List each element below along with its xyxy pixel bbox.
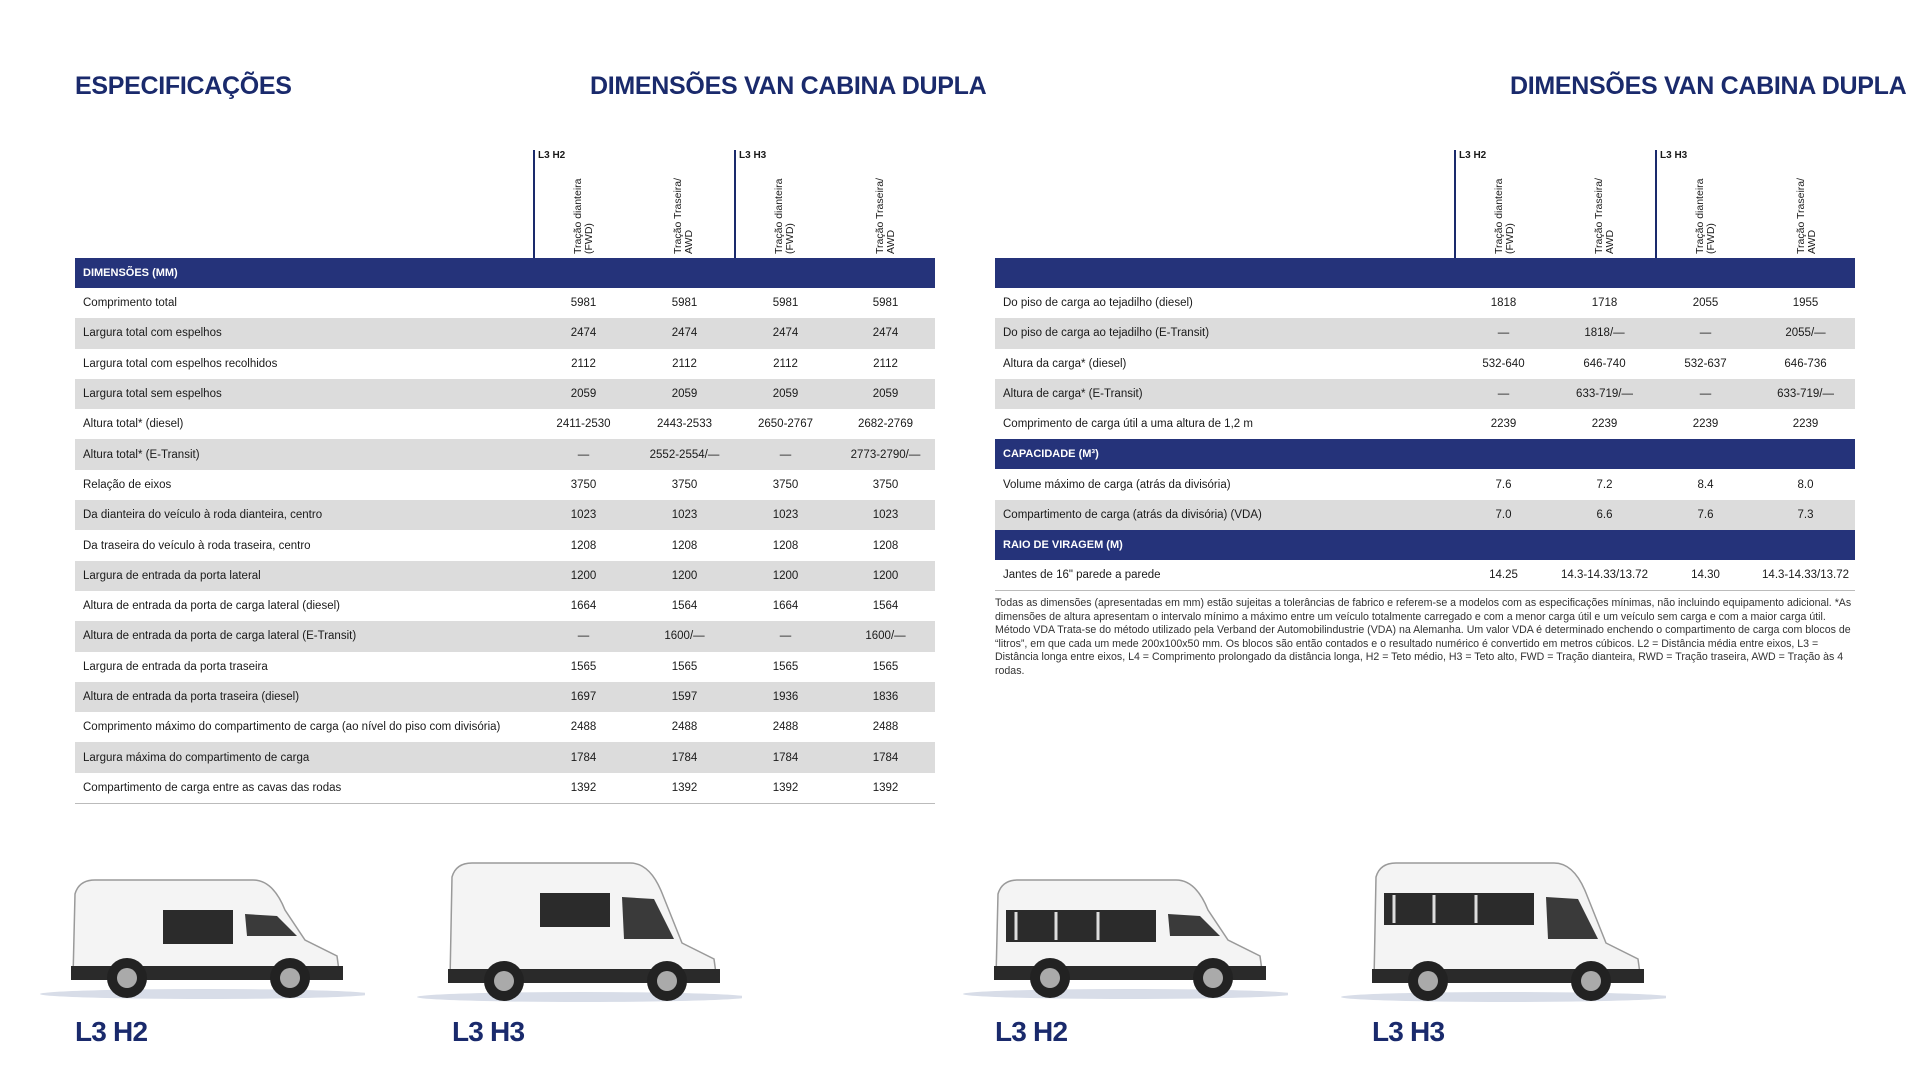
model-label-left-l3h2: L3 H2: [75, 1016, 148, 1047]
row-value: 1392: [533, 773, 634, 804]
row-value: 1718: [1591, 297, 1618, 310]
row-value: 1200: [634, 561, 735, 591]
row-value: 2488: [872, 721, 899, 734]
row-value: 1392: [836, 773, 935, 804]
row-value: 1200: [533, 561, 634, 591]
row-value: 2552-2554/—: [634, 439, 735, 469]
left-column-headers: [533, 150, 935, 258]
row-value: —: [1453, 318, 1554, 348]
row-value: —: [735, 621, 836, 651]
row-value: 1023: [634, 500, 735, 530]
table-row: [75, 773, 935, 804]
right-col-header-1: Tração dianteira (FWD): [1493, 178, 1516, 254]
row-value: 2239: [1490, 418, 1517, 431]
row-value: 1664: [772, 600, 799, 613]
table-row: [75, 712, 935, 742]
row-value: 1955: [1792, 297, 1819, 310]
left-col-header-1: Tração dianteira (FWD): [572, 178, 595, 254]
row-value: 3750: [872, 478, 899, 491]
row-value: 1784: [735, 742, 836, 772]
row-value: —: [735, 439, 836, 469]
row-value: 14.3-14.33/13.72: [1554, 560, 1655, 591]
section-header-dimensions: DIMENSÕES (MM): [75, 258, 935, 288]
row-value: 2474: [836, 318, 935, 348]
row-value: 1600/—: [634, 621, 735, 651]
row-value: 1597: [634, 682, 735, 712]
row-label: Do piso de carga ao tejadilho (E-Transit): [995, 318, 1453, 348]
row-value: 1208: [570, 539, 597, 552]
right-col-header-4: Tração Traseira/ AWD: [1795, 177, 1818, 254]
row-value: 2488: [772, 721, 799, 734]
row-value: 2059: [735, 379, 836, 409]
row-value: 1200: [836, 561, 935, 591]
row-value: 14.3-14.33/13.72: [1756, 560, 1855, 591]
row-label: Altura total* (diesel): [83, 418, 184, 431]
model-label-right-l3h2: L3 H2: [995, 1016, 1068, 1047]
row-value: 1392: [735, 773, 836, 804]
row-value: 2239: [1591, 418, 1618, 431]
row-value: —: [1655, 379, 1756, 409]
table-row: [75, 621, 935, 651]
van-image-right-l3h3: [1336, 855, 1666, 1012]
row-value: 1818/—: [1554, 318, 1655, 348]
section-header-capacity: CAPACIDADE (M³): [995, 439, 1855, 469]
van-image-left-l3h2: [35, 862, 365, 1009]
row-value: 5981: [671, 297, 698, 310]
row-value: 633-719/—: [1554, 379, 1655, 409]
table-row: [995, 560, 1855, 591]
right-column-headers: [1454, 150, 1856, 258]
table-row: [75, 349, 935, 379]
row-value: 1936: [735, 682, 836, 712]
section-title: ESPECIFICAÇÕES: [75, 72, 292, 100]
row-value: 2112: [672, 357, 697, 370]
row-label: Comprimento de carga útil a uma altura de 1,2 m: [1003, 418, 1253, 431]
row-value: 3750: [671, 478, 698, 491]
row-label: Largura total sem espelhos: [75, 379, 533, 409]
left-col-header-2: Tração Traseira/ AWD: [672, 177, 695, 254]
row-value: 7.2: [1596, 478, 1613, 491]
row-value: 1200: [735, 561, 836, 591]
row-value: 2474: [533, 318, 634, 348]
table-row: [995, 409, 1855, 439]
left-col-header-3: Tração dianteira (FWD): [773, 178, 796, 254]
table-row: [75, 652, 935, 682]
right-col-header-3: Tração dianteira (FWD): [1694, 178, 1717, 254]
row-value: 633-719/—: [1756, 379, 1855, 409]
row-label: Jantes de 16" parede a parede: [995, 560, 1453, 591]
row-label: Compartimento de carga entre as cavas das rodas: [75, 773, 533, 804]
footnote: Todas as dimensões (apresentadas em mm) estão sujeitas a tolerâncias de fabrico e referem-se a modelos com as especificações mínimas, não incluindo equipamento adicional. *As dimensões de altura apresentam o intervalo mínimo a máximo entre um veículo totalmente carregado e com a menor carga útil e um veículo sem carga e com a maior carga útil. Método VDA Trata-se do método utilizado pela Verband der Automobilindustrie (VDA) na Alemanha. Um valor VDA é determinado enchendo o compartimento de carga com blocos de “litros”, em que cada um mede 200x100x50 mm. Os blocos são então contados e o resultado numérico é convertido em metros cúbicos. L2 = Distância média entre eixos, L3 = Distância longa entre eixos, L4 = Comprimento prolongado da distância longa, H2 = Teto médio, H3 = Teto alto, FWD = Tração dianteira, RWD = Tração traseira, AWD = Tração às 4 rodas.: [995, 597, 1852, 677]
row-value: 2239: [1692, 418, 1719, 431]
left-group-l3h2: L3 H2: [533, 150, 535, 258]
row-value: 2443-2533: [657, 418, 712, 431]
row-value: 7.0: [1453, 500, 1554, 530]
van-image-right-l3h2: [958, 862, 1288, 1009]
row-value: 14.30: [1655, 560, 1756, 591]
row-label: Da traseira do veículo à roda traseira, centro: [83, 539, 311, 552]
left-col-header-4: Tração Traseira/ AWD: [874, 177, 897, 254]
row-value: 1208: [872, 539, 899, 552]
row-value: —: [533, 621, 634, 651]
row-label: Largura total com espelhos: [75, 318, 533, 348]
row-value: 1818: [1490, 297, 1517, 310]
table-row: [995, 500, 1855, 530]
row-label: Comprimento total: [83, 297, 177, 310]
row-value: 2488: [570, 721, 597, 734]
row-value: 1664: [570, 600, 597, 613]
row-value: 532-637: [1684, 357, 1727, 370]
table-row: [75, 561, 935, 591]
row-value: 2112: [571, 357, 596, 370]
row-value: —: [1655, 318, 1756, 348]
right-group-l3h2: L3 H2: [1454, 150, 1456, 258]
row-value: 1023: [735, 500, 836, 530]
row-label: Altura da carga* (diesel): [1003, 357, 1127, 370]
table-row: [995, 379, 1855, 409]
row-value: 2474: [634, 318, 735, 348]
table-row: [75, 288, 935, 318]
row-value: 2488: [671, 721, 698, 734]
row-value: 2773-2790/—: [836, 439, 935, 469]
row-label: Relação de eixos: [83, 478, 172, 491]
row-label: Altura de entrada da porta de carga lateral (E-Transit): [75, 621, 533, 651]
row-value: 2474: [735, 318, 836, 348]
row-label: Largura de entrada da porta lateral: [75, 561, 533, 591]
row-value: 3750: [570, 478, 597, 491]
row-value: 1023: [533, 500, 634, 530]
row-value: 2055/—: [1756, 318, 1855, 348]
left-group-l3h3: L3 H3: [734, 150, 736, 258]
left-spec-table: [75, 258, 935, 804]
row-label: Largura de entrada da porta traseira: [83, 660, 268, 673]
row-label: Compartimento de carga (atrás da divisória) (VDA): [995, 500, 1453, 530]
right-spec-table: [995, 258, 1855, 591]
row-value: 646-736: [1784, 357, 1827, 370]
table-row: [995, 318, 1855, 348]
row-label: Largura máxima do compartimento de carga: [75, 742, 533, 772]
row-value: 1565: [772, 660, 799, 673]
row-value: 8.4: [1697, 478, 1714, 491]
row-value: 1565: [671, 660, 698, 673]
section-header-turning-radius: RAIO DE VIRAGEM (M): [995, 530, 1855, 560]
row-label: Comprimento máximo do compartimento de carga (ao nível do piso com divisória): [83, 721, 501, 734]
table-row: [75, 742, 935, 772]
van-image-left-l3h3: [412, 855, 742, 1012]
row-value: 1208: [671, 539, 698, 552]
right-group-l3h3: L3 H3: [1655, 150, 1657, 258]
row-value: —: [533, 439, 634, 469]
row-label: Altura de entrada da porta traseira (diesel): [75, 682, 533, 712]
row-value: 1564: [671, 600, 698, 613]
row-value: 5981: [872, 297, 899, 310]
table-row: [995, 469, 1855, 499]
table-row: [75, 591, 935, 621]
table-row: [75, 379, 935, 409]
row-value: 6.6: [1554, 500, 1655, 530]
row-value: 2059: [634, 379, 735, 409]
row-value: 7.6: [1495, 478, 1512, 491]
row-value: 532-640: [1482, 357, 1525, 370]
row-value: 2650-2767: [758, 418, 813, 431]
right-col-header-2: Tração Traseira/ AWD: [1593, 177, 1616, 254]
row-value: 5981: [570, 297, 597, 310]
row-value: 1023: [836, 500, 935, 530]
row-label: Altura de entrada da porta de carga lateral (diesel): [83, 600, 340, 613]
table-row: [75, 530, 935, 560]
row-value: 2059: [533, 379, 634, 409]
table-row: [75, 409, 935, 439]
row-value: 1392: [634, 773, 735, 804]
row-value: 7.6: [1655, 500, 1756, 530]
row-value: 1784: [533, 742, 634, 772]
row-label: Altura total* (E-Transit): [75, 439, 533, 469]
row-value: 1564: [872, 600, 899, 613]
model-label-left-l3h3: L3 H3: [452, 1016, 525, 1047]
row-label: Da dianteira do veículo à roda dianteira, centro: [75, 500, 533, 530]
table-row: [75, 500, 935, 530]
table-row: [75, 682, 935, 712]
table-row: [995, 349, 1855, 379]
row-value: 8.0: [1797, 478, 1814, 491]
row-value: 2059: [836, 379, 935, 409]
row-value: 1697: [533, 682, 634, 712]
row-label: Largura total com espelhos recolhidos: [83, 357, 278, 370]
row-value: 2055: [1692, 297, 1719, 310]
table-row: [995, 288, 1855, 318]
row-value: 2682-2769: [858, 418, 913, 431]
row-value: 14.25: [1453, 560, 1554, 591]
row-label: Altura de carga* (E-Transit): [995, 379, 1453, 409]
row-value: 1784: [836, 742, 935, 772]
section-header-blank: [995, 258, 1855, 288]
row-value: 2112: [773, 357, 798, 370]
row-label: Volume máximo de carga (atrás da divisória): [1003, 478, 1231, 491]
right-page-title: DIMENSÕES VAN CABINA DUPLA: [1510, 72, 1907, 100]
row-value: 2239: [1792, 418, 1819, 431]
row-value: 1600/—: [836, 621, 935, 651]
row-label: Do piso de carga ao tejadilho (diesel): [1003, 297, 1193, 310]
row-value: 1565: [570, 660, 597, 673]
table-row: [75, 318, 935, 348]
row-value: 646-740: [1583, 357, 1626, 370]
row-value: —: [1453, 379, 1554, 409]
row-value: 1208: [772, 539, 799, 552]
table-row: [75, 470, 935, 500]
row-value: 1784: [634, 742, 735, 772]
row-value: 1836: [836, 682, 935, 712]
row-value: 5981: [772, 297, 799, 310]
model-label-right-l3h3: L3 H3: [1372, 1016, 1445, 1047]
row-value: 2112: [873, 357, 898, 370]
row-value: 2411-2530: [556, 418, 611, 431]
row-value: 7.3: [1756, 500, 1855, 530]
table-row: [75, 439, 935, 469]
row-value: 3750: [772, 478, 799, 491]
left-page-title: DIMENSÕES VAN CABINA DUPLA: [590, 72, 987, 100]
row-value: 1565: [872, 660, 899, 673]
